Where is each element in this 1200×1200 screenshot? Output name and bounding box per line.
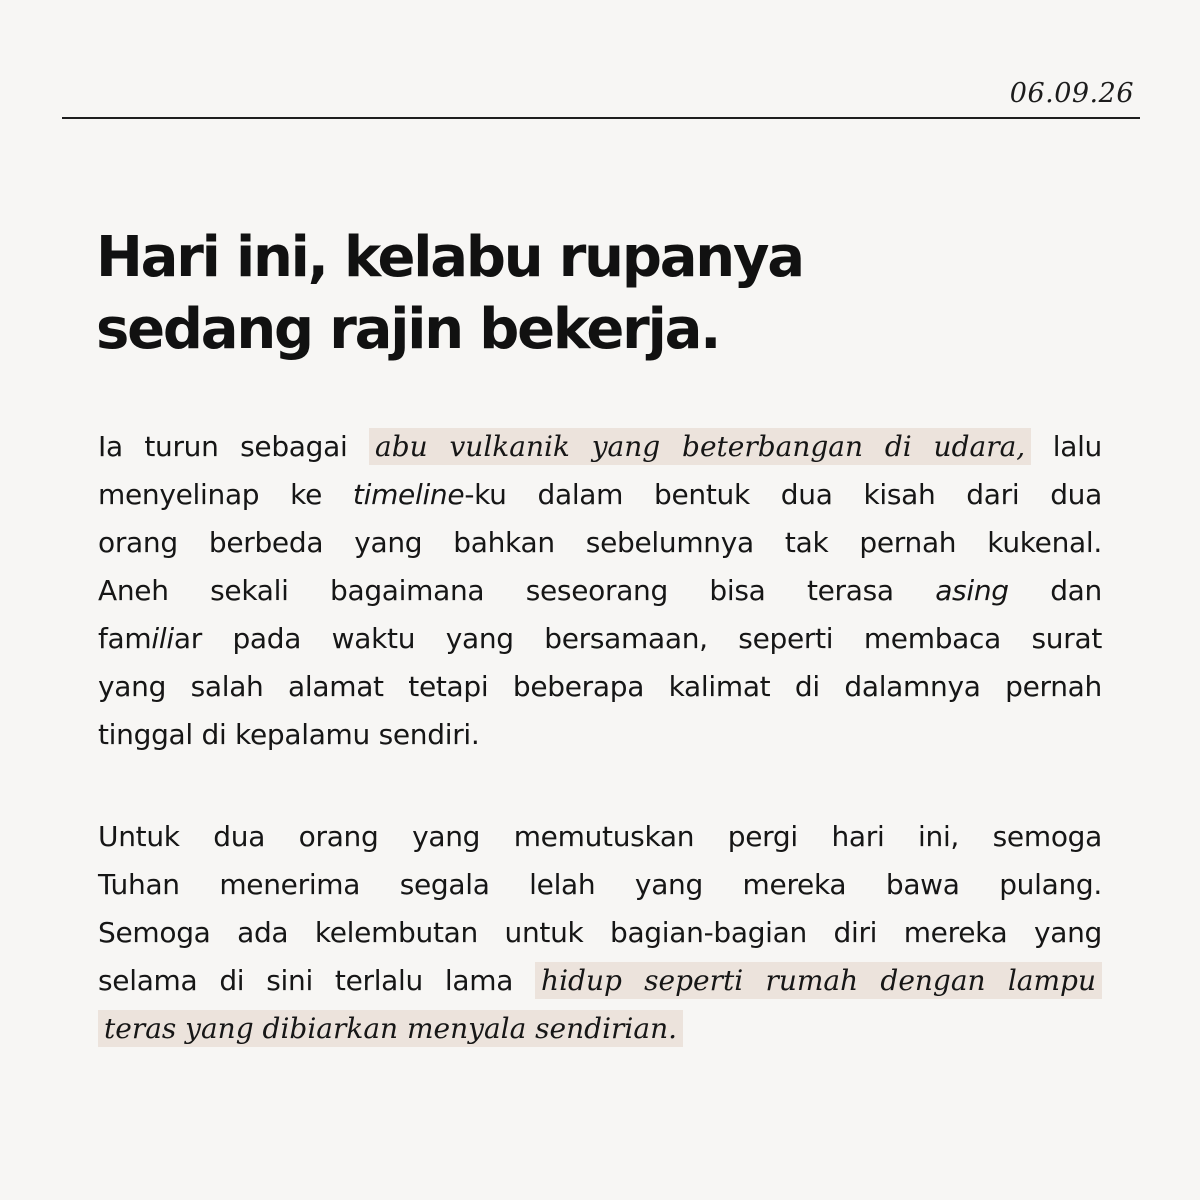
title-line-2: sedang rajin bekerja. [96,297,720,362]
paragraph-1-line-7: tinggal di kepalamu sendiri. [98,718,480,751]
text-run: ar pada waktu yang bersamaan, seperti membaca surat [173,622,1102,655]
text-run: -ku dalam bentuk dua kisah dari dua [464,478,1102,511]
paragraph-1-line-6: yang salah alamat tetapi beberapa kalimat di dalamnya pernah [98,670,1102,703]
paragraph-1-line-3: orang berbeda yang bahkan sebelumnya tak pernah kukenal. [98,526,1102,559]
post-date: 06.09.26 [1009,78,1134,109]
paragraph-1 [98,423,1102,759]
paragraph-1-line-2 [98,471,1102,519]
text-run: dan [1050,574,1102,607]
italic-word: timeline [352,478,465,511]
paragraph-1-line-5 [98,615,1102,663]
paragraph-1-line-1 [98,423,1102,471]
text-run: Aneh sekali bagaimana seseorang bisa terasa [98,574,894,607]
paragraph-1-line-4 [98,567,1102,615]
text-run: fam [98,622,152,655]
title-line-1: Hari ini, kelabu rupanya [96,225,803,290]
highlighted-phrase: teras yang dibiarkan menyala sendirian. [98,1010,683,1047]
paragraph-2-line-2: Tuhan menerima segala lelah yang mereka bawa pulang. [98,868,1102,901]
page-title [96,222,1096,366]
paragraph-2-line-5 [98,1005,1102,1053]
highlighted-phrase: abu vulkanik yang beterbangan di udara, [369,428,1031,465]
paragraph-2-line-3: Semoga ada kelembutan untuk bagian-bagian diri mereka yang [98,916,1102,949]
text-run: Ia turun sebagai [98,430,348,463]
paragraph-2 [98,813,1102,1053]
text-run: lalu [1052,430,1102,463]
italic-word: ili [151,622,174,655]
text-run: menyelinap ke [98,478,323,511]
paragraph-2-line-1: Untuk dua orang yang memutuskan pergi hari ini, semoga [98,820,1102,853]
header-divider [62,117,1140,119]
paragraph-2-line-4 [98,957,1102,1005]
italic-word: asing [935,574,1009,607]
text-run: selama di sini terlalu lama [98,964,514,997]
highlighted-phrase: hidup seperti rumah dengan lampu [535,962,1102,999]
